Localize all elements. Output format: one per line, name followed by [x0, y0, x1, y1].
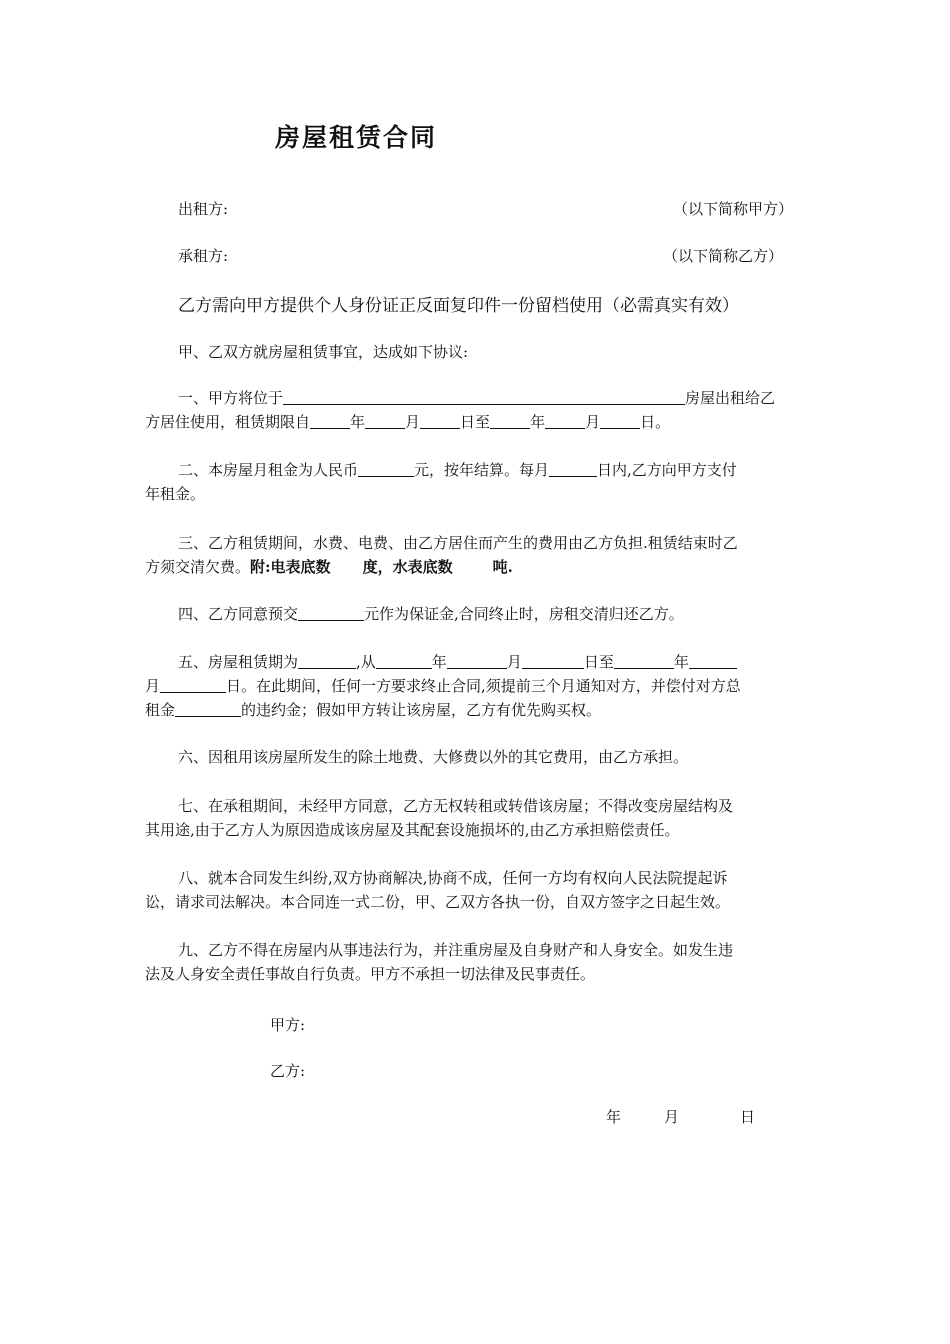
sign-month-label: 月: [664, 1108, 680, 1126]
clause-1-line-2: [145, 410, 810, 434]
end-day-blank: [600, 411, 640, 429]
clause-1-text: 一、甲方将位于: [178, 389, 284, 407]
term-blank: [298, 651, 356, 669]
clause-5-line-1: [145, 650, 843, 674]
clause-5-line-2: [145, 674, 810, 698]
from-day-blank: [522, 651, 584, 669]
clause-2-line-2: 年租金。: [145, 485, 206, 503]
lessor-note: （以下简称甲方）: [673, 200, 794, 218]
document-title: 房屋租赁合同: [275, 123, 438, 152]
clause-5-text: 五、房屋租赁期为: [178, 653, 299, 671]
party-a-signature-label: 甲方:: [270, 1016, 306, 1034]
monthly-rent-blank: [358, 459, 414, 477]
sign-day-label: 日: [740, 1108, 756, 1126]
address-blank: [283, 387, 685, 405]
clause-7-line-1: 七、在承租期间，未经甲方同意，乙方无权转租或转借该房屋；不得改变房屋结构及: [178, 797, 734, 815]
clause-5-text: 的违约金；假如甲方转让该房屋，乙方有优先购买权。: [241, 701, 602, 719]
clause-8-line-1: 八、就本合同发生纠纷,双方协商解决,协商不成，任何一方均有权向人民法院提起诉: [178, 869, 728, 887]
deposit-blank: [298, 603, 364, 621]
clause-2-text: 元，按年结算。每月: [414, 461, 550, 479]
end-month-blank: [545, 411, 585, 429]
to-day-blank: [160, 675, 226, 693]
start-year-blank: [310, 411, 350, 429]
clause-5-line-3: [145, 698, 810, 722]
clause-5-text: 年: [431, 653, 447, 671]
clause-7-line-2: 其用途,由于乙方人为原因造成该房屋及其配套设施损坏的,由乙方承担赔偿责任。: [145, 821, 680, 839]
clause-5-text: ,从: [356, 653, 376, 671]
meter-reading-label: 度，水表底数: [362, 558, 453, 576]
clause-1-text: 年: [350, 413, 366, 431]
to-month-blank: [689, 651, 737, 669]
meter-reading-label: 附:电表底数: [250, 558, 331, 576]
to-year-blank: [614, 651, 674, 669]
lessee-note: （以下简称乙方）: [663, 247, 784, 265]
clause-1-text: 房屋出租给乙: [685, 389, 776, 407]
from-year-blank: [376, 651, 432, 669]
clause-5-text: 月: [145, 677, 161, 695]
clause-8-line-2: 讼，请求司法解决。本合同连一式二份，甲、乙双方各执一份，自双方签字之日起生效。: [145, 893, 731, 911]
meter-reading-label: 吨.: [492, 558, 513, 576]
clause-1-text: 年: [530, 413, 546, 431]
clause-5-text: 年: [673, 653, 689, 671]
clause-5-text: 日至: [583, 653, 614, 671]
clause-1-line-1: [145, 386, 843, 410]
party-b-signature-label: 乙方:: [270, 1062, 306, 1080]
clause-1-text: 日至: [460, 413, 491, 431]
clause-9-line-1: 九、乙方不得在房屋内从事违法行为，并注重房屋及自身财产和人身安全。如发生违: [178, 941, 734, 959]
sign-year-label: 年: [606, 1108, 622, 1126]
clause-4-text: 四、乙方同意预交: [178, 605, 299, 623]
start-month-blank: [365, 411, 405, 429]
pay-day-blank: [549, 459, 597, 477]
lessor-label: 出租方:: [178, 200, 229, 218]
clause-1-text: 方居住使用，租赁期限自: [145, 413, 311, 431]
clause-1-text: 日。: [640, 413, 671, 431]
start-day-blank: [420, 411, 460, 429]
lessee-label: 承租方:: [178, 247, 229, 265]
clause-2-text: 二、本房屋月租金为人民币: [178, 461, 359, 479]
clause-3-line-1: 三、乙方租赁期间，水费、电费、由乙方居住而产生的费用由乙方负担.租赁结束时乙: [178, 534, 738, 552]
clause-9-line-2: 法及人身安全责任事故自行负责。甲方不承担一切法律及民事责任。: [145, 965, 596, 983]
clause-5-text: 月: [506, 653, 522, 671]
clause-2-line-1: [145, 458, 843, 482]
clause-1-text: 月: [405, 413, 421, 431]
id-requirement: 乙方需向甲方提供个人身份证正反面复印件一份留档使用（必需真实有效）: [178, 296, 739, 316]
clause-3-line-2: [145, 555, 810, 579]
clause-4: [145, 602, 843, 626]
penalty-blank: [175, 699, 241, 717]
clause-2-text: 日内,乙方向甲方支付: [597, 461, 737, 479]
clause-6: 六、因租用该房屋所发生的除土地费、大修费以外的其它费用，由乙方承担。: [178, 748, 689, 766]
clause-1-text: 月: [585, 413, 601, 431]
agreement-intro: 甲、乙双方就房屋租赁事宜，达成如下协议:: [178, 343, 469, 361]
from-month-blank: [447, 651, 507, 669]
end-year-blank: [490, 411, 530, 429]
clause-4-text: 元作为保证金,合同终止时，房租交清归还乙方。: [364, 605, 684, 623]
clause-5-text: 租金: [145, 701, 176, 719]
clause-5-text: 日。在此期间，任何一方要求终止合同,须提前三个月通知对方，并偿付对方总: [226, 677, 741, 695]
clause-3-text: 方须交清欠费。: [145, 558, 251, 576]
